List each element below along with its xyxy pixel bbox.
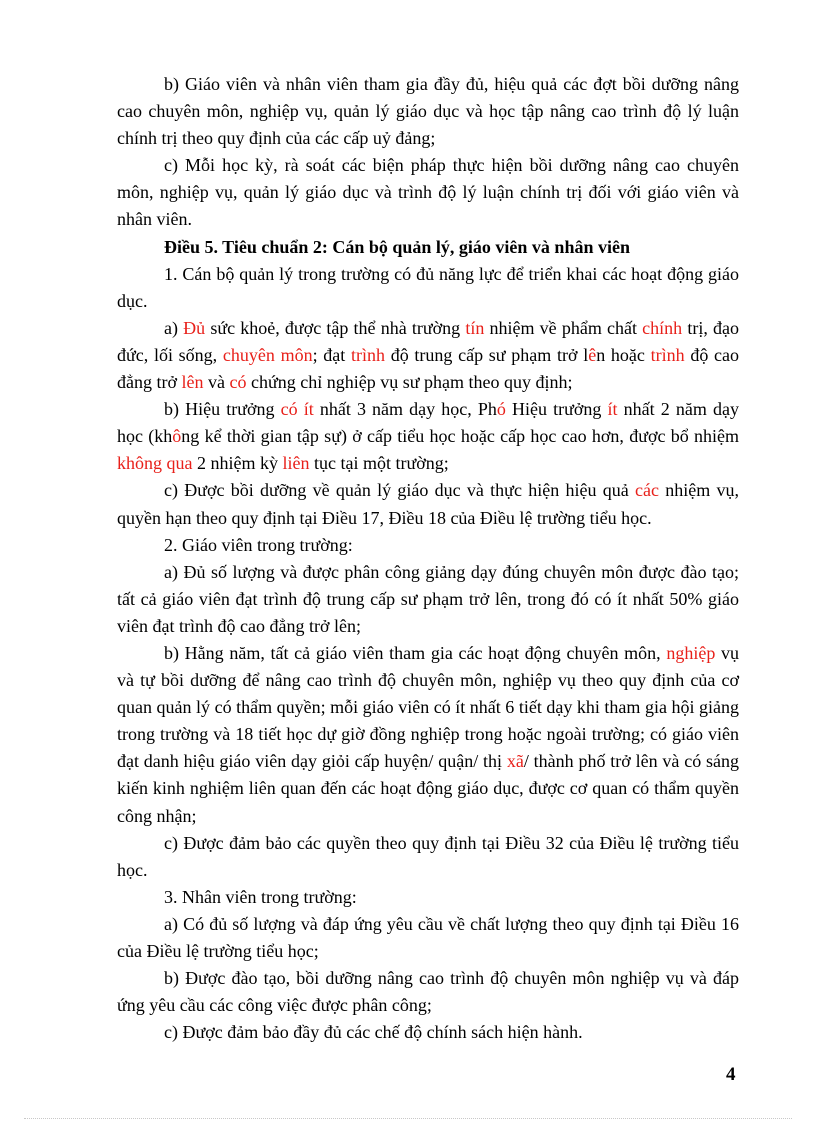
paragraph (117, 261, 739, 315)
highlighted-text: ê (588, 344, 597, 365)
highlighted-text: có ít (280, 399, 314, 420)
text-run: trị, đạo đức, lối sống, (117, 317, 739, 365)
document-body (117, 71, 739, 1046)
text-run: và (203, 372, 230, 393)
paragraph (117, 315, 739, 396)
highlighted-text: trình (650, 344, 685, 365)
page-bottom-divider (24, 1118, 792, 1119)
paragraph (117, 884, 739, 911)
text-run: a) Đủ số lượng và được phân công giảng dạy đúng chuyên môn được đào tạo; tất cả giáo viên đạt trình độ trung cấp sư phạm trở lên, trong đó có ít nhất 50% giáo viên đạt trình độ cao đẳng trở lên; (117, 561, 739, 636)
highlighted-text: các (635, 480, 659, 501)
highlighted-text: tín (465, 317, 485, 338)
text-run: nhiệm vụ, quyền hạn theo quy định tại Điều 17, Điều 18 của Điều lệ trường tiểu học. (117, 480, 740, 528)
text-run: nhiệm về phẩm chất (484, 317, 643, 338)
highlighted-text: ó (496, 399, 506, 420)
highlighted-text: chuyên môn (222, 344, 313, 365)
text-run: độ cao đẳng trở (117, 344, 740, 393)
highlighted-text: ô (172, 426, 182, 447)
text-run: vụ và tự bồi dưỡng để nâng cao trình độ chuyên môn, nghiệp vụ theo quy định của cơ quan quản lý có thẩm quyền; mỗi giáo viên có ít nhất 6 tiết dạy khi tham gia hội giảng trong trường và 18 tiết học dự giờ đồng nghiệp trong hoặc ngoài trường; có giáo viên đạt danh hiệu giáo viên dạy giỏi cấp huyện/ quận/ thị (117, 642, 740, 772)
text-run: a) Có đủ số lượng và đáp ứng yêu cầu về chất lượng theo quy định tại Điều 16 của Điều lệ trường tiểu học; (117, 913, 739, 961)
text-run: ng kể thời gian tập sự) ở cấp tiểu học hoặc cấp học cao hơn, được bổ nhiệm (181, 426, 740, 447)
text-run: sức khoẻ, được tập thể nhà trường (205, 317, 466, 338)
section-heading (117, 234, 739, 261)
text-run: 2. Giáo viên trong trường: (164, 534, 353, 555)
text-run: ; đạt (312, 344, 351, 365)
text-run: / thành phố trở lên và có sáng kiến kinh nghiệm liên quan đến các hoạt động giáo dục, được cơ quan có thẩm quyền công nhận; (117, 751, 739, 826)
text-run: Điều 5. Tiêu chuẩn 2: Cán bộ quản lý, giáo viên và nhân viên (164, 236, 630, 257)
highlighted-text: lên (181, 372, 204, 393)
highlighted-text: liên (282, 453, 310, 474)
paragraph (117, 911, 739, 965)
paragraph (117, 965, 739, 1019)
text-run: c) Được bồi dưỡng về quản lý giáo dục và thực hiện hiệu quả (164, 480, 635, 501)
paragraph (117, 477, 739, 531)
text-run: 1. Cán bộ quản lý trong trường có đủ năng lực để triển khai các hoạt động giáo dục. (117, 263, 739, 311)
paragraph (117, 830, 739, 884)
page-number: 4 (726, 1064, 736, 1085)
text-run: b) Được đào tạo, bồi dưỡng nâng cao trình độ chuyên môn nghiệp vụ và đáp ứng yêu cầu các công việc được phân công; (117, 968, 739, 1016)
highlighted-text: ít (607, 399, 618, 420)
text-run: c) Mỗi học kỳ, rà soát các biện pháp thực hiện bồi dưỡng nâng cao chuyên môn, nghiệp vụ, quản lý giáo dục và trình độ lý luận chính trị đối với giáo viên và nhân viên. (117, 155, 739, 230)
highlighted-text: có (229, 372, 247, 393)
paragraph (117, 559, 739, 640)
highlighted-text: nghiệp (666, 642, 716, 663)
text-run: a) (164, 317, 184, 338)
text-run: c) Được đảm bảo các quyền theo quy định tại Điều 32 của Điều lệ trường tiểu học. (117, 832, 739, 880)
text-run: c) Được đảm bảo đầy đủ các chế độ chính sách hiện hành. (164, 1022, 583, 1043)
paragraph (117, 1019, 739, 1046)
highlighted-text: không qua (117, 453, 193, 474)
paragraph (117, 152, 739, 233)
paragraph (117, 640, 739, 830)
text-run: b) Hằng năm, tất cả giáo viên tham gia các hoạt động chuyên môn, (164, 642, 667, 663)
text-run: 3. Nhân viên trong trường: (164, 886, 357, 907)
text-run: nhất 3 năm dạy học, Ph (313, 399, 497, 420)
text-run: độ trung cấp sư phạm trở l (385, 344, 589, 365)
highlighted-text: xã (506, 751, 524, 772)
paragraph (117, 71, 739, 152)
highlighted-text: trình (351, 344, 385, 365)
text-run: 2 nhiệm kỳ (192, 453, 283, 474)
highlighted-text: chính (642, 317, 683, 338)
text-run: b) Giáo viên và nhân viên tham gia đầy đủ, hiệu quả các đợt bồi dưỡng nâng cao chuyên môn, nghiệp vụ, quản lý giáo dục và học tập nâng cao trình độ lý luận chính trị theo quy định của các cấp uỷ đảng; (117, 74, 739, 149)
paragraph (117, 396, 739, 477)
text-run: b) Hiệu trưởng (164, 399, 281, 420)
highlighted-text: Đủ (183, 317, 206, 338)
text-run: tục tại một trường; (309, 453, 449, 474)
text-run: n hoặc (596, 344, 651, 365)
text-run: Hiệu trưởng (505, 399, 608, 420)
text-run: chứng chỉ nghiệp vụ sư phạm theo quy định; (246, 372, 573, 393)
paragraph (117, 532, 739, 559)
text-run: nhất 2 năm dạy học (kh (117, 399, 739, 447)
